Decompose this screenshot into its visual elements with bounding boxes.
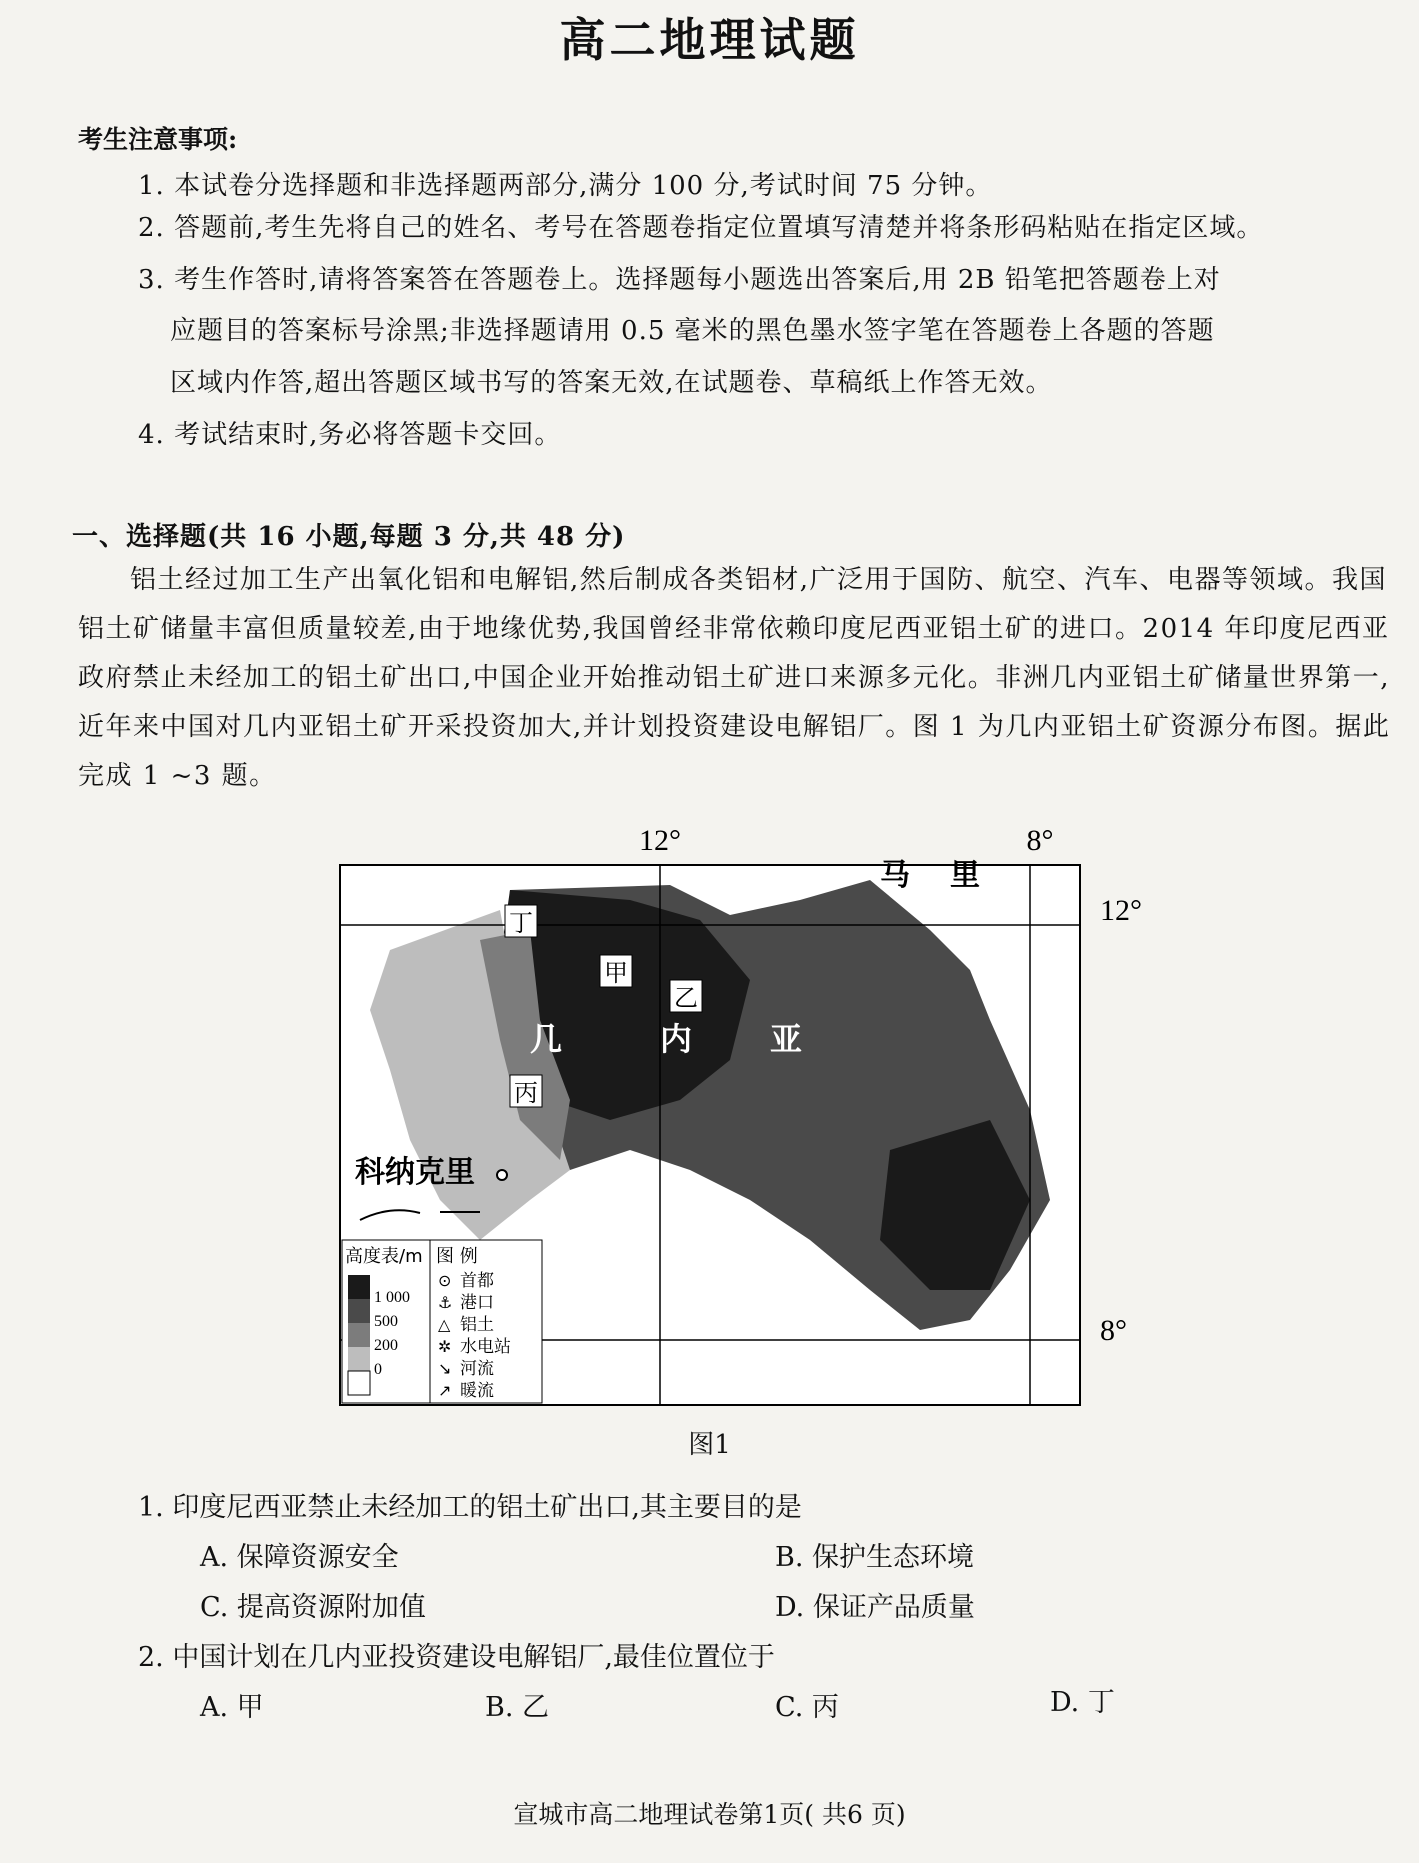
lon-label-12: 12° <box>639 824 681 857</box>
place-bing: 丙 <box>514 1079 538 1107</box>
notice-item-2: 2. 答题前,考生先将自己的姓名、考号在答题卷指定位置填写清楚并将条形码粘贴在指定区域。 <box>138 213 1264 243</box>
capital-symbol <box>497 1170 507 1180</box>
legend-bauxite: 铝土 <box>460 1315 494 1335</box>
lat-label-8: 8° <box>1100 1314 1127 1347</box>
question-2-option-a: A. 甲 <box>200 1692 264 1723</box>
label-li: 里 <box>950 858 980 893</box>
question-2-option-b: B. 乙 <box>485 1692 550 1723</box>
legend-capital: 首都 <box>460 1271 494 1291</box>
legend-hydro: 水电站 <box>460 1337 511 1357</box>
elev-legend-title: 高度表/m <box>345 1246 423 1267</box>
place-conakry: 科纳克里 <box>355 1155 475 1190</box>
notice-item-4: 4. 考试结束时,务必将答题卡交回。 <box>138 420 562 450</box>
legend-river: 河流 <box>460 1359 494 1379</box>
label-ji: 几 <box>530 1020 563 1058</box>
svg-text:↘: ↘ <box>438 1359 452 1378</box>
section-heading: 一、选择题(共 16 小题,每题 3 分,共 48 分) <box>72 522 626 552</box>
notice-item-3-cont1: 应题目的答案标号涂黑;非选择题请用 0.5 毫米的黑色墨水签字笔在答题卷上各题的答题 <box>170 316 1215 346</box>
question-1-option-b: B. 保护生态环境 <box>775 1542 975 1573</box>
label-ya: 亚 <box>770 1020 803 1058</box>
question-2-option-c: C. 丙 <box>775 1692 839 1723</box>
question-2-stem: 2. 中国计划在几内亚投资建设电解铝厂,最佳位置位于 <box>138 1642 775 1673</box>
notice-heading: 考生注意事项: <box>78 125 238 154</box>
lon-label-8: 8° <box>1026 824 1054 857</box>
svg-text:⚓: ⚓ <box>438 1293 453 1312</box>
svg-text:✲: ✲ <box>438 1337 452 1356</box>
legend-port: 港口 <box>460 1293 494 1313</box>
page-footer: 宣城市高二地理试卷第1页( 共6 页) <box>513 1800 906 1829</box>
passage-text: 铝土经过加工生产出氧化铝和电解铝,然后制成各类铝材,广泛用于国防、航空、汽车、电器等领域。我国铝土矿储量丰富但质量较差,由于地缘优势,我国曾经非常依赖印度尼西亚铝土矿的进口。2014 年印度尼西亚政府禁止未经加工的铝土矿出口,中国企业开始推动铝土矿进口来源多元化。非洲几内亚铝土矿储量世界第一,近年来中国对几内亚铝土矿开采投资加大,并计划投资建设电解铝厂。图 1 为几内亚铝土矿资源分布图。据此完成 1 ~3 题。 <box>78 565 1391 791</box>
question-1-option-a: A. 保障资源安全 <box>200 1542 399 1573</box>
label-ma: 马 <box>880 858 910 893</box>
elev-200: 200 <box>374 1337 398 1354</box>
notice-item-3-cont2: 区域内作答,超出答题区域书写的答案无效,在试题卷、草稿纸上作答无效。 <box>170 368 1053 398</box>
figure-caption: 图1 <box>688 1430 731 1460</box>
page-title: 高二地理试题 <box>559 13 860 67</box>
svg-text:⊙: ⊙ <box>438 1271 452 1290</box>
elev-0: 0 <box>374 1361 382 1378</box>
svg-text:↗: ↗ <box>438 1381 452 1400</box>
label-nei: 内 <box>660 1020 693 1058</box>
question-1-stem: 1. 印度尼西亚禁止未经加工的铝土矿出口,其主要目的是 <box>138 1492 802 1523</box>
place-ding: 丁 <box>509 909 533 937</box>
legend-current: 暖流 <box>460 1381 494 1401</box>
question-2-option-d: D. 丁 <box>1050 1687 1115 1718</box>
place-yi: 乙 <box>674 984 698 1012</box>
svg-text:△: △ <box>438 1315 451 1334</box>
notice-item-3: 3. 考生作答时,请将答案答在答题卷上。选择题每小题选出答案后,用 2B 铅笔把答题卷上对 <box>138 265 1221 295</box>
question-1-option-d: D. 保证产品质量 <box>775 1592 975 1623</box>
elev-500: 500 <box>374 1313 398 1330</box>
lat-label-12: 12° <box>1100 894 1142 927</box>
symbol-legend-title: 图 例 <box>436 1246 478 1267</box>
elev-1000: 1 000 <box>374 1289 410 1306</box>
question-1-option-c: C. 提高资源附加值 <box>200 1592 426 1623</box>
place-jia: 甲 <box>604 959 628 987</box>
notice-item-1: 1. 本试卷分选择题和非选择题两部分,满分 100 分,考试时间 75 分钟。 <box>138 171 993 201</box>
guinea-bauxite-map <box>330 820 1142 1410</box>
